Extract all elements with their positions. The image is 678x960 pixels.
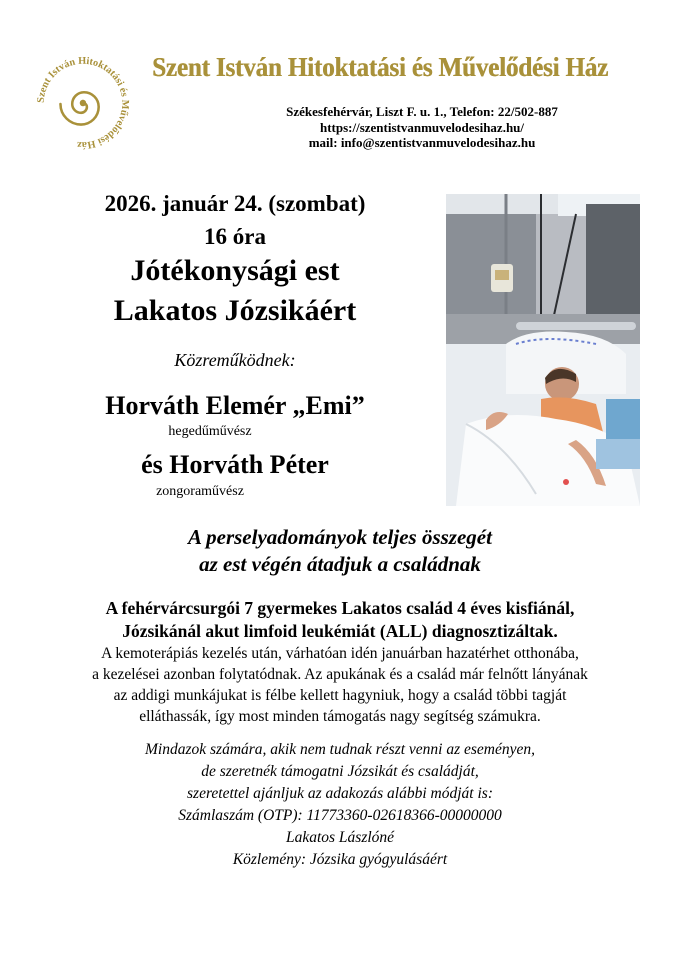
contributors-label: Közreműködnek: xyxy=(174,350,296,370)
org-email-link[interactable]: mail: info@szentistvanmuvelodesihaz.hu xyxy=(308,135,536,150)
support-line: de szeretnék támogatni Józsikát és családját, xyxy=(201,763,479,780)
donation-notice xyxy=(40,524,640,578)
account-holder: Lakatos Lászlóné xyxy=(285,829,395,846)
bank-account: Számlaszám (OTP): 11773360-02618366-00000000 xyxy=(178,807,502,824)
org-contact xyxy=(232,104,612,151)
support-line: Mindazok számára, akik nem tudnak részt venni az eseményen, xyxy=(145,741,535,758)
logo-icon xyxy=(34,54,132,152)
performer2-name: és Horváth Péter xyxy=(141,450,329,479)
support-line: szeretettel ajánljuk az adakozás alábbi módját is: xyxy=(187,785,493,802)
story-bold-line: Józsikánál akut limfoid leukémiát (ALL) diagnosztizáltak. xyxy=(122,621,558,641)
event-title-line2: Lakatos Józsikáért xyxy=(113,294,357,327)
donation-line: A perselyadományok teljes összegét xyxy=(188,525,492,549)
logo-circular-text: Szent István Hitoktatási és Művelődési Ház xyxy=(35,55,131,151)
event-title-line1: Jótékonysági est xyxy=(130,254,340,287)
payment-reference: Közlemény: Józsika gyógyulásáért xyxy=(232,851,448,868)
hospital-photo xyxy=(446,194,640,506)
hospital-child-photo-icon xyxy=(446,194,640,506)
support-info xyxy=(40,739,640,871)
org-website-link[interactable]: https://szentistvanmuvelodesihaz.hu/ xyxy=(319,119,525,135)
org-address: Székesfehérvár, Liszt F. u. 1., Telefon: 22/502-887 xyxy=(286,104,558,119)
event-time: 16 óra xyxy=(204,224,266,249)
story-text xyxy=(20,643,660,727)
story-line: az addigi munkájukat is félbe kellett hagyniuk, hogy a család többi tagját xyxy=(113,687,567,704)
story-bold-line: A fehérvárcsurgói 7 gyermekes Lakatos család 4 éves kisfiánál, xyxy=(105,598,575,618)
story-line: A kemoterápiás kezelés után, várhatóan idén januárban hazatérhet otthonába, xyxy=(101,645,579,662)
performer1-role: hegedűművész xyxy=(168,424,252,439)
performer1-name: Horváth Elemér „Emi” xyxy=(105,391,365,420)
org-name: Szent István Hitoktatási és Művelődési Ház xyxy=(152,52,609,82)
story-line: a kezelései azonban folytatódnak. Az apukának és a család már felnőtt lányának xyxy=(92,666,588,683)
donation-line: az est végén átadjuk a családnak xyxy=(199,552,481,576)
event-date: 2026. január 24. (szombat) xyxy=(104,191,366,216)
story-headline xyxy=(20,597,660,643)
performer2-role: zongoraművész xyxy=(156,484,244,499)
story-line: elláthassák, így most minden támogatás nagy segítség számukra. xyxy=(139,708,541,725)
